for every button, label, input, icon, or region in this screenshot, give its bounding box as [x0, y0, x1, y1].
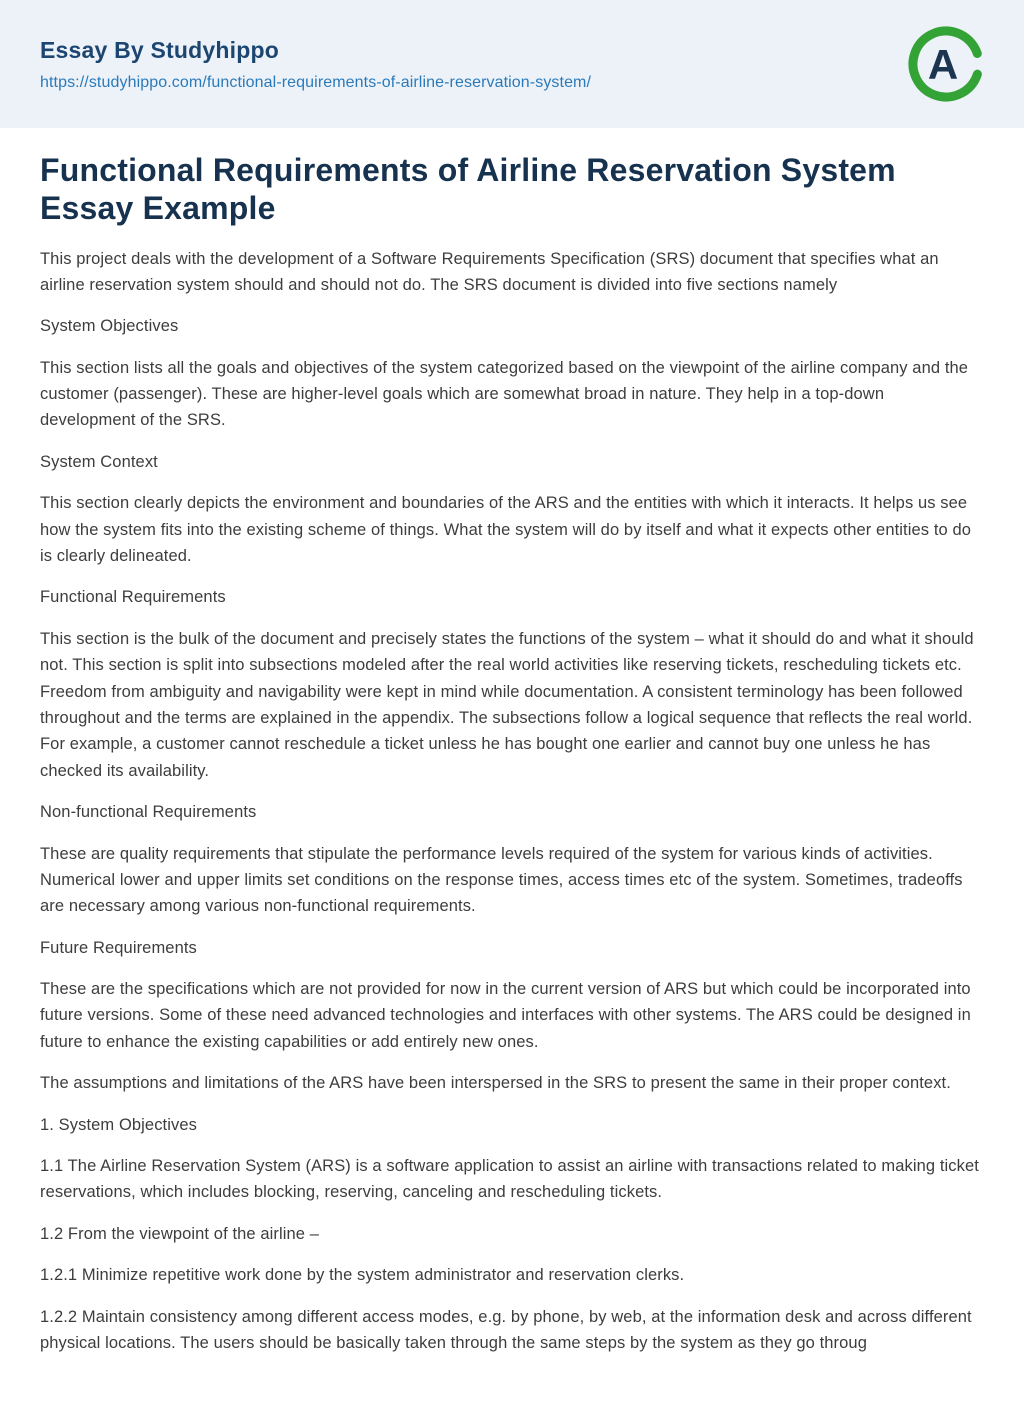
- paragraph: This section is the bulk of the document and precisely states the functions of the system – what it should do and what it should not. This section is split into subsections modeled after the real world activities like reserving tickets, rescheduling tickets etc. Freedom from ambiguity and navigability were kept in mind while documentation. A consistent terminology has been followed throughout and the terms are explained in the appendix. The subsections follow a logical sequence that reflects the real world. For example, a customer cannot reschedule a ticket unless he has bought one earlier and cannot buy one unless he has checked its availability.: [40, 629, 974, 780]
- paragraph: These are the specifications which are not provided for now in the current version of ARS but which could be incorporated into future versions. Some of these need advanced technologies and interfaces with other systems. The ARS could be designed in future to enhance the existing capabilities or add entirely new ones.: [40, 980, 971, 1051]
- paragraph: This section lists all the goals and objectives of the system categorized based on the viewpoint of the airline company and the customer (passenger). These are higher-level goals which are somewhat broad in nature. They help in a top-down development of the SRS.: [40, 358, 969, 430]
- article-body: [40, 246, 984, 1357]
- site-title: Essay By Studyhippo: [40, 36, 279, 63]
- paragraph: The assumptions and limitations of the ARS have been interspersed in the SRS to present the same in their proper context.: [40, 1074, 951, 1093]
- paragraph: This section clearly depicts the environment and boundaries of the ARS and the entities with which it interacts. It helps us see how the system fits into the existing scheme of things. What the system will do by itself and what it expects other entities to do is clearly delineated.: [40, 494, 972, 566]
- source-url-link[interactable]: https://studyhippo.com/functional-requirements-of-airline-reservation-system/: [40, 73, 592, 91]
- studyhippo-logo-icon: [908, 26, 984, 102]
- paragraph: These are quality requirements that stipulate the performance levels required of the system for various kinds of activities. Numerical lower and upper limits set conditions on the response times, access times etc of the system. Sometimes, tradeoffs are necessary among various non-functional requirements.: [40, 844, 963, 916]
- paragraph: System Context: [40, 452, 158, 471]
- paragraph: 1.1 The Airline Reservation System (ARS) is a software application to assist an airline with transactions related to making ticket reservations, which includes blocking, reserving, canceling and rescheduling tickets.: [40, 1157, 979, 1202]
- article: [0, 128, 1024, 1401]
- paragraph: Non-functional Requirements: [40, 803, 257, 822]
- header-text-block: [40, 37, 591, 92]
- page-title: Functional Requirements of Airline Reservation System Essay Example: [40, 152, 896, 226]
- paragraph: 1.2 From the viewpoint of the airline –: [40, 1224, 320, 1243]
- paragraph: System Objectives: [40, 317, 179, 336]
- paragraph: Functional Requirements: [40, 588, 226, 607]
- paragraph: 1. System Objectives: [40, 1115, 197, 1134]
- page-header: [0, 0, 1024, 128]
- paragraph: Future Requirements: [40, 938, 197, 957]
- paragraph: This project deals with the development of a Software Requirements Specification (SRS) document that specifies what an airline reservation system should and should not do. The SRS document is divided into five sections namely: [40, 249, 939, 294]
- logo-letter: A: [927, 41, 959, 88]
- paragraph: 1.2.2 Maintain consistency among different access modes, e.g. by phone, by web, at the information desk and across different physical locations. The users should be basically taken through the same steps by the system as they go throug: [40, 1307, 972, 1352]
- paragraph: 1.2.1 Minimize repetitive work done by the system administrator and reservation clerks.: [40, 1266, 685, 1285]
